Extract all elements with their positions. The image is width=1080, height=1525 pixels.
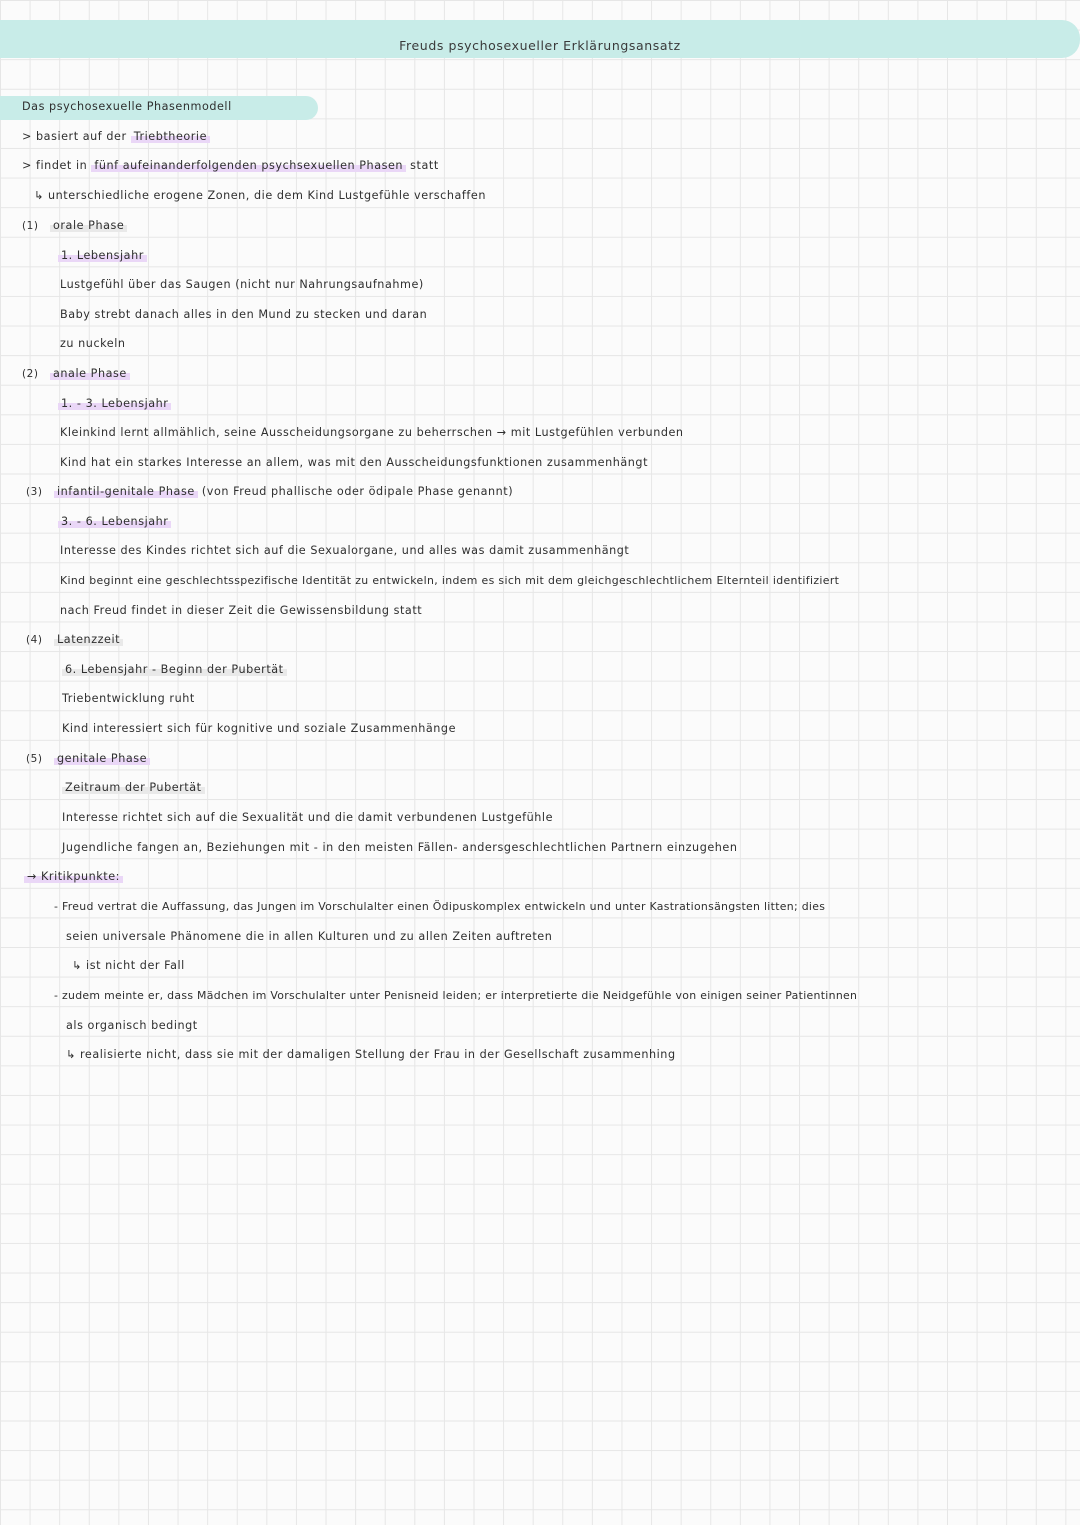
- criticism-heading: [24, 869, 123, 885]
- intro-line-2: [22, 158, 439, 174]
- intro-text: > findet in: [22, 159, 88, 172]
- phase-4-number: (4): [26, 634, 43, 646]
- triebtheorie-highlight: Triebtheorie: [131, 130, 210, 143]
- phase-1-heading: [50, 218, 127, 234]
- phase-3-age: [58, 514, 171, 530]
- intro-line-1: [22, 129, 210, 145]
- phase-5-point-2: Jugendliche fangen an, Beziehungen mit - in den meisten Fällen- andersgeschlechtlichen Partnern einzugehen: [62, 841, 738, 854]
- phase-2-age: [58, 396, 171, 412]
- phase-2-number: (2): [22, 368, 39, 380]
- phase-4-age: [62, 662, 287, 678]
- phase-5-name: genitale Phase: [54, 752, 150, 765]
- criticism-1-line-3: ↳ ist nicht der Fall: [72, 959, 185, 972]
- criticism-2-line-1: - zudem meinte er, dass Mädchen im Vorschulalter unter Penisneid leiden; er interpretierte die Neidgefühle von einigen seiner Patientinnen: [54, 989, 858, 1002]
- section-heading: Das psychosexuelle Phasenmodell: [22, 100, 232, 113]
- phase-3-name: infantil-genitale Phase: [54, 485, 198, 498]
- phase-3-point-2: Kind beginnt eine geschlechtsspezifische Identität zu entwickeln, indem es sich mit dem gleichgeschlechtlichem Elternteil identifiziert: [60, 574, 840, 587]
- phase-2-point-1: Kleinkind lernt allmählich, seine Ausscheidungsorgane zu beherrschen → mit Lustgefühlen verbunden: [60, 426, 684, 439]
- criticism-1-line-2: seien universale Phänomene die in allen Kulturen und zu allen Zeiten auftreten: [66, 930, 553, 943]
- criticism-1-line-1: - Freud vertrat die Auffassung, das Jungen im Vorschulalter einen Ödipuskomplex entwickeln und unter Kastrationsängsten litten; dies: [54, 900, 826, 913]
- phase-3-heading: [54, 484, 513, 500]
- phase-2-name: anale Phase: [50, 367, 130, 380]
- phase-4-name: Latenzzeit: [54, 633, 123, 646]
- phase-1-name: orale Phase: [50, 219, 127, 232]
- phase-3-age-text: 3. - 6. Lebensjahr: [58, 515, 171, 528]
- phase-4-age-text: 6. Lebensjahr - Beginn der Pubertät: [62, 663, 287, 676]
- phase-2-heading: [50, 366, 130, 382]
- intro-text: statt: [410, 159, 439, 172]
- phase-1-age: [58, 248, 147, 264]
- phase-5-heading: [54, 751, 150, 767]
- intro-text: > basiert auf der: [22, 130, 127, 143]
- criticism-2-line-3: ↳ realisierte nicht, dass sie mit der damaligen Stellung der Frau in der Gesellschaft zusammenhing: [66, 1048, 676, 1061]
- phase-2-age-text: 1. - 3. Lebensjahr: [58, 397, 171, 410]
- criticism-2-line-2: als organisch bedingt: [66, 1019, 198, 1032]
- five-phases-highlight: fünf aufeinanderfolgenden psychsexuellen Phasen: [91, 159, 406, 172]
- phase-4-point-2: Kind interessiert sich für kognitive und soziale Zusammenhänge: [62, 722, 457, 735]
- phase-1-point-1: Lustgefühl über das Saugen (nicht nur Nahrungsaufnahme): [60, 278, 424, 291]
- phase-1-point-3: zu nuckeln: [60, 337, 126, 350]
- phase-5-number: (5): [26, 753, 43, 765]
- phase-3-point-1: Interesse des Kindes richtet sich auf die Sexualorgane, und alles was damit zusammenhängt: [60, 544, 630, 557]
- phase-1-age-text: 1. Lebensjahr: [58, 249, 147, 262]
- criticism-heading-text: → Kritikpunkte:: [24, 870, 123, 883]
- phase-5-age-text: Zeitraum der Pubertät: [62, 781, 205, 794]
- phase-1-point-2: Baby strebt danach alles in den Mund zu stecken und daran: [60, 308, 428, 321]
- phase-3-number: (3): [26, 486, 43, 498]
- phase-3-note: (von Freud phallische oder ödipale Phase genannt): [201, 485, 514, 498]
- phase-1-number: (1): [22, 220, 39, 232]
- phase-5-age: [62, 780, 205, 796]
- intro-line-3: ↳ unterschiedliche erogene Zonen, die dem Kind Lustgefühle verschaffen: [34, 189, 486, 202]
- phase-4-point-1: Triebentwicklung ruht: [62, 692, 195, 705]
- phase-2-point-2: Kind hat ein starkes Interesse an allem, was mit den Ausscheidungsfunktionen zusammenhängt: [60, 456, 649, 469]
- phase-4-heading: [54, 632, 123, 648]
- page-title: Freuds psychosexueller Erklärungsansatz: [399, 38, 681, 53]
- phase-5-point-1: Interesse richtet sich auf die Sexualität und die damit verbundenen Lustgefühle: [62, 811, 554, 824]
- phase-3-point-3: nach Freud findet in dieser Zeit die Gewissensbildung statt: [60, 604, 423, 617]
